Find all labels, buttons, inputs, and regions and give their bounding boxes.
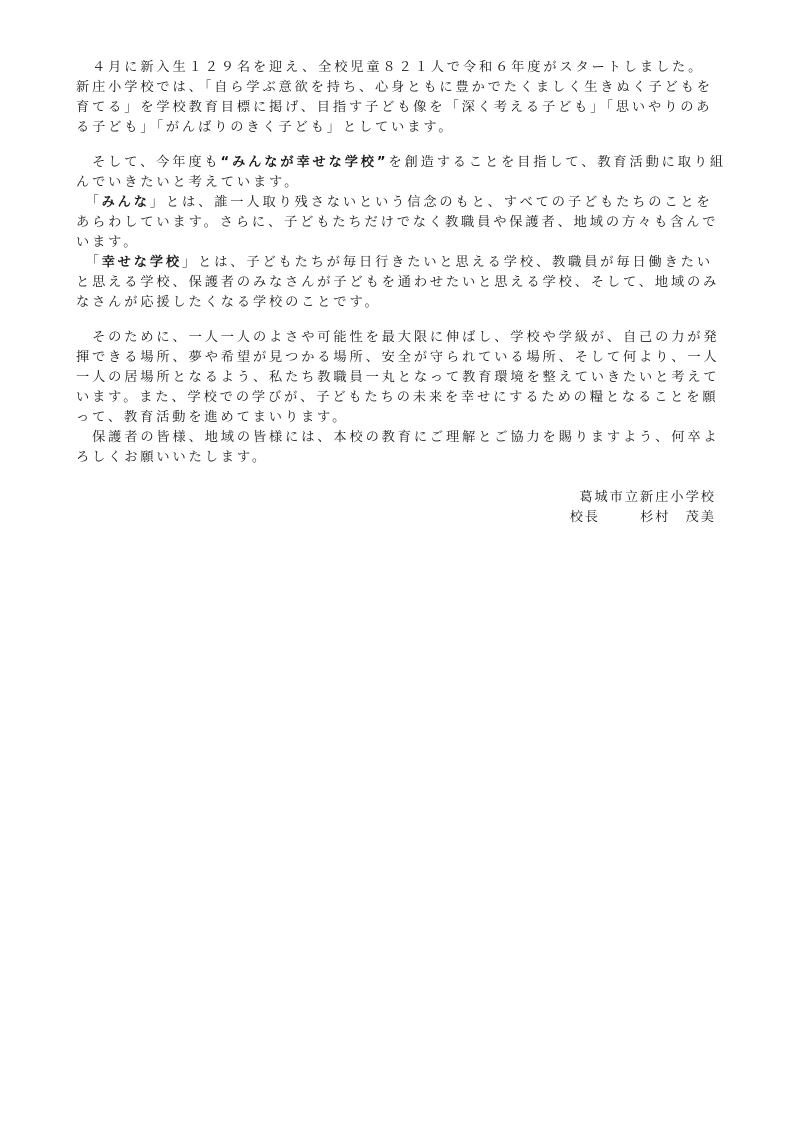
paragraph-4-line-3: なさんが応援したくなる学校のことです。 xyxy=(76,295,381,310)
paragraph-2-text-pre: そして、今年度も xyxy=(76,155,221,170)
paragraph-2-line-2: んでいきたいと考えています。 xyxy=(76,175,301,190)
emphasis-minna: みんな xyxy=(101,195,150,210)
signature-name: 杉村 茂美 xyxy=(640,510,716,525)
paragraph-4-text-pre: 「 xyxy=(76,255,102,270)
paragraph-3-text-post: 」とは、誰一人取り残さないという信念のもと、すべての子どもたちのことを xyxy=(149,195,713,210)
signature-title: 校長 xyxy=(569,510,601,525)
paragraph-4-line-2: と思える学校、保護者のみなさんが子どもを通わせたいと思える学校、そして、地域のみ xyxy=(76,275,720,290)
paragraph-4-line-1 xyxy=(76,252,728,274)
paragraph-5-line-4: います。また、学校での学びが、子どもたちの未来を幸せにするための糧となることを願 xyxy=(76,390,719,405)
paragraph-1-line-2: 新庄小学校では、「自ら学ぶ意欲を持ち、心身ともに豊かでたくましく生きぬく子どもを xyxy=(76,80,713,95)
emphasis-happy-school: 幸せな学校 xyxy=(101,255,183,270)
emphasis-happy-school-slogan: “みんなが幸せな学校” xyxy=(220,155,389,170)
paragraph-3-text-pre: 「 xyxy=(76,195,102,210)
paragraph-1-line-1: ４月に新入生１２９名を迎え、全校児童８２１人で令和６年度がスタートしました。 xyxy=(76,60,705,75)
paragraph-6-line-1: 保護者の皆様、地域の皆様には、本校の教育にご理解とご協力を賜りますよう、何卒よ xyxy=(76,430,720,445)
paragraph-3-line-2: あらわしています。さらに、子どもたちだけでなく教職員や保護者、地域の方々も含んで xyxy=(76,215,719,230)
paragraph-3-line-1 xyxy=(76,192,728,214)
paragraph-1-line-4: る子ども」「がんばりのきく子ども」としています。 xyxy=(76,120,455,135)
paragraph-1-line-3: 育てる」を学校教育目標に掲げ、目指す子ども像を「深く考える子ども」「思いやりのあ xyxy=(76,100,713,115)
paragraph-3-line-3: います。 xyxy=(76,235,140,250)
signature-principal xyxy=(570,507,716,529)
paragraph-2-text-post: を創造することを目指して、教育活動に取り組 xyxy=(388,155,727,170)
paragraph-5-line-3: 一人の居場所となるよう、私たち教職員一丸となって教育環境を整えていきたいと考えて xyxy=(76,370,720,385)
paragraph-5-line-1: そのために、一人一人のよさや可能性を最大限に伸ばし、学校や学級が、自己の力が発 xyxy=(76,330,720,345)
signature-school-name: 葛城市立新庄小学校 xyxy=(579,490,716,505)
paragraph-2-line-1 xyxy=(76,152,728,174)
paragraph-4-text-post: 」とは、子どもたちが毎日行きたいと思える学校、教職員が毎日働きたい xyxy=(182,255,713,270)
paragraph-6-line-2: ろしくお願いいたします。 xyxy=(76,450,268,465)
paragraph-5-line-2: 揮できる場所、夢や希望が見つかる場所、安全が守られている場所、そして何より、一人 xyxy=(76,350,720,365)
paragraph-5-line-5: って、教育活動を進めてまいります。 xyxy=(76,410,349,425)
